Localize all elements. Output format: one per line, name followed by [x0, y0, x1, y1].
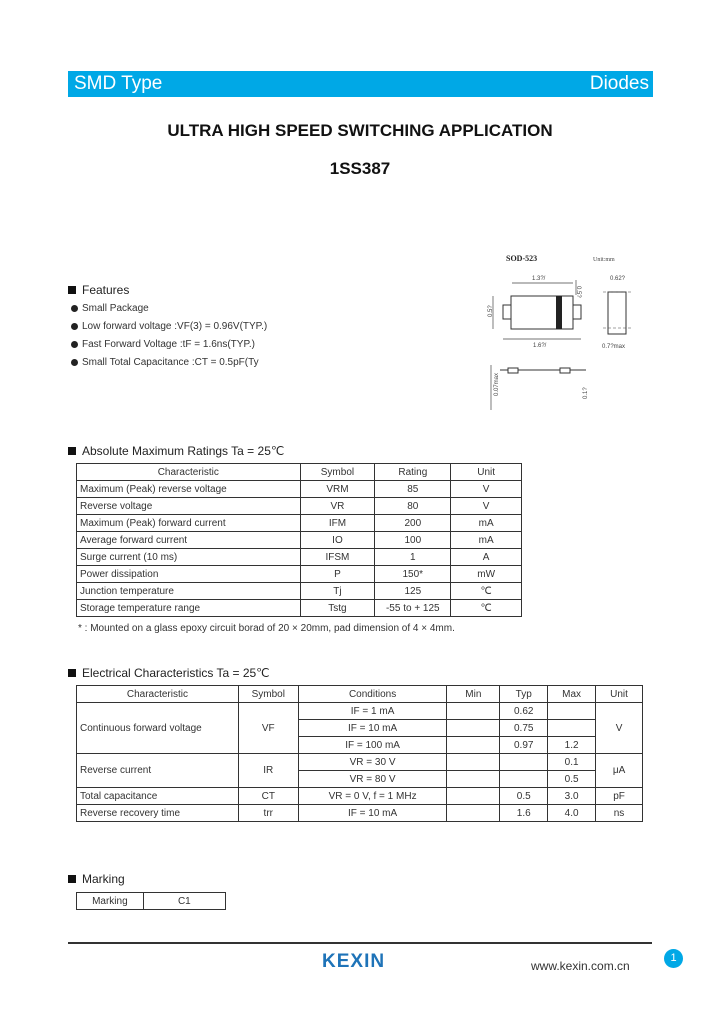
table-row: Maximum (Peak) reverse voltage VRM 85 V [77, 481, 522, 498]
table-row: Storage temperature range Tstg -55 to + 125 ℃ [77, 600, 522, 617]
table-row: IF = 100 mA 0.97 1.2 [77, 737, 643, 754]
abs-max-note: * : Mounted on a glass epoxy circuit borad of 20 × 20mm, pad dimension of 4 × 4mm. [78, 623, 455, 634]
table-row: IF = 10 mA 0.75 [77, 720, 643, 737]
table-row: Reverse recovery time trr IF = 10 mA 1.6 4.0 ns [77, 805, 643, 822]
elec-table [76, 685, 643, 822]
feature-item: Small Package [71, 303, 149, 314]
footer-divider [68, 942, 652, 944]
table-row: Reverse voltage VR 80 V [77, 498, 522, 515]
dim-5: 1.6?/ [533, 343, 547, 349]
part-number: 1SS387 [329, 159, 391, 178]
header-banner [68, 71, 653, 97]
marking-table [76, 892, 226, 910]
package-name: SOD-523 [506, 254, 538, 263]
table-row: Reverse current IR VR = 30 V 0.1 μA [77, 754, 643, 771]
table-row: Power dissipation P 150* mW [77, 566, 522, 583]
feature-item: Low forward voltage :VF(3) = 0.96V(TYP.) [71, 321, 267, 332]
package-unit: Unit:mm [593, 257, 615, 263]
dim-6: 0.7?max [602, 344, 626, 350]
marking-heading: Marking [68, 872, 125, 886]
table-header-row: Characteristic Symbol Conditions Min Typ Max Unit [77, 686, 643, 703]
dim-7: 0.07max [494, 372, 500, 396]
table-row: Marking C1 [77, 893, 226, 910]
dim-8: 0.1? [583, 387, 589, 399]
table-row: Continuous forward voltage VF IF = 1 mA 0.62 V [77, 703, 643, 720]
header-category: Diodes [589, 73, 649, 94]
table-row: Maximum (Peak) forward current IFM 200 mA [77, 515, 522, 532]
page-number: 1 [664, 949, 683, 968]
table-row: Junction temperature Tj 125 ℃ [77, 583, 522, 600]
package-drawing [478, 250, 648, 420]
features-heading: Features [68, 283, 129, 297]
dim-4: 0.5? [575, 286, 581, 298]
dim-1: 1.3?/ [532, 276, 546, 282]
page-title: ULTRA HIGH SPEED SWITCHING APPLICATION [167, 121, 553, 140]
abs-max-heading: Absolute Maximum Ratings Ta = 25℃ [68, 444, 284, 458]
footer-url: www.kexin.com.cn [531, 959, 630, 973]
table-header-row: Characteristic Symbol Rating Unit [77, 464, 522, 481]
header-type: SMD Type [74, 73, 163, 94]
table-row: Total capacitance CT VR = 0 V, f = 1 MHz 0.5 3.0 pF [77, 788, 643, 805]
table-row: Surge current (10 ms) IFSM 1 A [77, 549, 522, 566]
table-row: VR = 80 V 0.5 [77, 771, 643, 788]
dim-3: 0.5? [488, 305, 494, 317]
elec-heading: Electrical Characteristics Ta = 25℃ [68, 666, 270, 680]
kexin-logo: KEXIN [322, 951, 386, 972]
abs-max-table [76, 463, 522, 617]
table-row: Average forward current IO 100 mA [77, 532, 522, 549]
feature-item: Small Total Capacitance :CT = 0.5pF(Ty [71, 357, 259, 368]
dim-2: 0.62? [610, 276, 626, 282]
feature-item: Fast Forward Voltage :tF = 1.6ns(TYP.) [71, 339, 255, 350]
